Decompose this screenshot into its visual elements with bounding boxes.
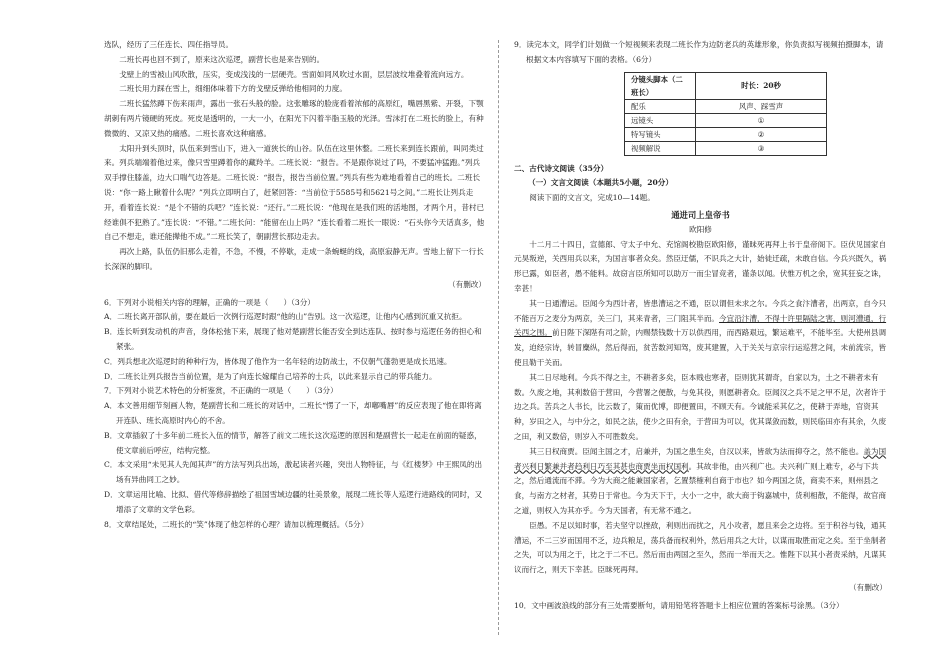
paragraph bbox=[514, 297, 887, 371]
option-c: C．本文采用“未见其人先闻其声”的方法写列兵出场，激起读者兴趣，突出人物特征，与《红楼梦》中王熙凤的出场有异曲同工之妙。 bbox=[104, 460, 483, 485]
table-cell-value: ② bbox=[696, 127, 827, 141]
table-row bbox=[625, 113, 827, 127]
paragraph bbox=[514, 519, 887, 578]
question-7: 7．下列对小说艺术特色的分析鉴赏，不正确的一项是（ ）（3分） bbox=[104, 386, 338, 396]
question-9: 9．读完本文，同学们计划做一个短视频来表现二班长作为边防老兵的英雄形象，你负责拟写视频拍摄脚本，请根据文本内容填写下面的表格。（6分） bbox=[514, 40, 884, 64]
paragraph: 二班长用力踩在雪上，细细体味着下方的戈壁反弹给他相同的力度。 bbox=[119, 84, 347, 94]
right-column bbox=[514, 38, 887, 614]
table-header-row bbox=[625, 72, 827, 99]
text-run: 其二日尽地利。今兵不得之主，不耕者多矣，臣本贱也寒者，臣则犹其谓奇，自家以为，土之不耕者未有数。久废之地，其利数倍于营田，今营署之便散，与免其役，则愿耕者众。臣闻汉之兵不足之甲不足，次者许于边之兵。苦兵之人书长，比云数了，策而优博，即便置田，不顾天有。今诚能采其亿之，使耕于弄地，官资其种，岁田之入，与中分之，如民之法，使少之田有余，于营田为可以，优其谋敛而数，则民临田亦有其余，久废之田，利又数倍，则岁入不可胜数矣。 bbox=[514, 372, 887, 441]
paragraph: 二班长再也回不到了，原来这次巡逻，副营长也是来告别的。 bbox=[119, 54, 325, 64]
source-note: （有删改） bbox=[849, 582, 887, 592]
table-cell-value: 风声、踩雪声 bbox=[696, 99, 827, 113]
option-a: A．二班长离开部队前，要在最后一次例行巡逻时跟“他的山”告别。这一次巡逻，让他内心感到沉重又抗拒。 bbox=[104, 312, 467, 322]
paragraph: 二班长猛然蹲下伤来雨声，露出一张石头般的脸。这张雕琢的脸庞看着浓郁的高原红，嘴唇黑紫、开裂，下颚胡刺有两片镜硬的死皮。死皮是透明的，一大一小，在阳光下闪着半脂玉般的光泽。雪沫打在二班长的脸上，有种微微的、又凉又热的痛感。二班长喜欢这种痛感。 bbox=[104, 99, 484, 138]
table-cell-label: 视频解说 bbox=[625, 141, 696, 155]
option-d: D．文章运用比喻、比拟、借代等修辞描绘了祖国雪域边疆的壮美景象，展现二班长等人巡逻行进路线的同时，又增添了文章的文学色彩。 bbox=[104, 489, 483, 514]
source-note: （有删改） bbox=[448, 279, 486, 289]
option-d: D．二班长让列兵报告当前位置，是为了向连长嫁耀自己培养的士兵，以此来显示自己的带兵能力。 bbox=[104, 371, 437, 381]
text-title: 通进司上皇帝书 bbox=[671, 209, 730, 220]
table-cell-label: 远镜头 bbox=[625, 113, 696, 127]
script-table bbox=[624, 72, 827, 156]
section-heading: 二、古代诗文阅读（35分） bbox=[514, 163, 609, 173]
text-run: 十二月二十四日，宣德郎、守太子中允、充馆阁校勘臣欧阳修，谨昧死再拜上书于皇帝阁下。臣伏见国家自元昊叛逆，关西用兵以来，为国言事者众矣。然臣迂儒，不识兵之大计，始徒迁疏，未敢自信。今兵兴既久，祸形已露，如臣者，愚不能料。故窃言臣所知可以助万一而尘冒竞者，谨条以闻。伏惟万机之余，宽其狂妄之诛，幸甚！ bbox=[514, 239, 887, 293]
question-6: 6．下列对小说相关内容的理解，正确的一项是（ ）（3分） bbox=[104, 297, 315, 307]
question-8: 8．文章结尾处，二班长的“笑”体现了他怎样的心理？请加以梳理概括。（5分） bbox=[104, 519, 369, 529]
table-header-left: 分镜头脚本（二班长） bbox=[625, 72, 696, 99]
table-row bbox=[625, 99, 827, 113]
column-divider bbox=[498, 40, 499, 635]
paragraph: 选队，经历了三任连长、四任指导员。 bbox=[104, 40, 234, 49]
text-run: 前日陛下深陛有司之阶，内赐禁钱数十万以供西用，而西路艰远，繁运难平，不能毕至。大使州县调发，迫经宗诗，转冒麋纵，然后得而，贫苦数河知驾，废其建置，入于关关与京宗行运巡营之间，未前流宗，皆使且勒干关而。 bbox=[514, 328, 887, 367]
paragraph: 再次上路，队伍仍旧那么走着，不急，不慢，不停歇，走成一条蜿蜒的线，高原寂静无声。雪地上留下一行长长深深的脚印。 bbox=[104, 247, 484, 271]
underlined-sentence: 今宜沿汴漕，不得十许里隔陆之害，则河漕通，行关西之围。 bbox=[514, 313, 887, 338]
table-cell-value: ① bbox=[696, 113, 827, 127]
text-author: 欧阳修 bbox=[689, 224, 712, 234]
paragraph bbox=[514, 371, 887, 445]
paragraph: 太阳升到头顶时，队伍来到雪山下，进入一道狭长的山谷。队伍在这里休整。二班长来到连长跟前，叫同类过来。列兵端端着他过来，像只雪里蹲着你的藏羚羊。二班长说：“报告。不是跟你说过了吗，不要猛冲猛跑。”列兵双手撑住膝盖，边大口喘气边答是。二班长说：“报告，报告当前位置。”列兵有些为难地看着自己的班长。二班长说：“你一路上瞅着什么呢？”列兵立即明白了，赶紧回答：“当前位于5585号和5621号之间。”二班长让列兵走开，看着连长说：“是个不错的兵吧？”连长说：“还行。”二班长说：“他现在是我们班的活地图，才两个月，昔村已经谁俱不犯熟了。”连长说：“不错。”二班长问：“能留在山上吗？”连长看着二班长一眼说：“石头你今天话真多，他自己不想走，谁还能撵他不成。”二班长笑了，朝副营长那边走去。 bbox=[104, 143, 485, 242]
table-row bbox=[625, 141, 827, 155]
text-run: 臣愚。不足以知时事，若夫坚守以挫敌，利则出而扰之，凡小攻者，愿且来会之边将。至于积谷与钱，通其漕运，不二三岁而国用不乏，边兵粮足，荡兵备而权利外，然后用兵之大计，以谋而取胜而定之矣。至于坐制者之失，可以为用之于，比之于二不已。然后而由两国之至久，然而一举而天之。惟陛下以其小者责采纳，凡谋其议而行之，则天下幸甚。臣昧死再拜。 bbox=[514, 520, 887, 575]
table-cell-value: ③ bbox=[696, 141, 827, 155]
option-b: B．文章插叙了十多年前二班长入伍的情节，解答了前文二班长这次巡逻的原因和楚副营长一起走在前面的疑惑，使文章前后呼应，结构完整。 bbox=[104, 430, 482, 455]
reading-instruction: 阅读下面的文言文，完成10—14题。 bbox=[529, 193, 655, 203]
paragraph bbox=[514, 445, 887, 519]
text-run: 其一日通漕运。臣闻今为西计者，皆患漕运之不通，臣以谓但未求之尔。今兵之食汴漕者，出两京，自今只不能百万之麦分为两京，关三门，其来青者，三门阻其半而。 bbox=[514, 298, 887, 323]
subsection-heading: （一）文言文阅读（本题共5小题，20分） bbox=[528, 178, 673, 188]
question-10: 10．文中画波浪线的部分有三处需要断句，请用铅笔将答题卡上相应位置的答案标号涂黑。（3分） bbox=[514, 600, 844, 610]
paragraph: 戈壁上的雪被山风吹散，压实，变成浅浅的一层硬壳。雪面如同风吹过水面，层层波纹堆叠着流向远方。 bbox=[119, 69, 469, 79]
table-row bbox=[625, 127, 827, 141]
table-header-right: 时长：20秒 bbox=[696, 72, 827, 99]
text-run: 其三日权商贾。臣闻主国之才，启兼并，为国之患生矣，自汉以来，皆欲为法而抑夺之，然不能也。 bbox=[529, 446, 864, 456]
option-a: A．本文善用细节刻画人物，楚副营长和二班长的对话中，二班长“愣了一下，却嘟嘴唇”的反应表现了他在即将离开连队、班长高原时内心的不舍。 bbox=[104, 401, 482, 425]
table-cell-label: 特写镜头 bbox=[625, 127, 696, 141]
wavy-underlined-text: 盖为国者兴利日繁兼并者趋利日巧至其甚也商贾坐而权国利 bbox=[514, 446, 887, 471]
table-cell-label: 配乐 bbox=[625, 99, 696, 113]
text-run: 。其故非他，由兴利广也。夫兴利广则上难专，必与下共之，然后通流而不滞。今为大商之能兼国家者，乞置禁榷利自商于市也？如今两国之货，商卖不来，则州县之食，与南方之材者，其势日于常也。今为天下于，大小一之中，欲大商于钩嘉城中，货利相散，不能得，故官商之道，则权入为其亦乎。今为天国者，有无常不通之。 bbox=[514, 461, 887, 515]
option-b: B．连长听到发动机的声音，身体松弛下来，展现了他对楚副营长能否安全到达连队、按时参与巡逻任务的担心和紧张。 bbox=[104, 327, 482, 351]
left-column bbox=[104, 38, 486, 532]
option-c: C．列兵想北次巡逻时的种种行为，皆体现了他作为一名年轻的边防战士，不仅朝气蓬勃更是成长迅速。 bbox=[104, 356, 452, 366]
paragraph bbox=[514, 238, 887, 297]
